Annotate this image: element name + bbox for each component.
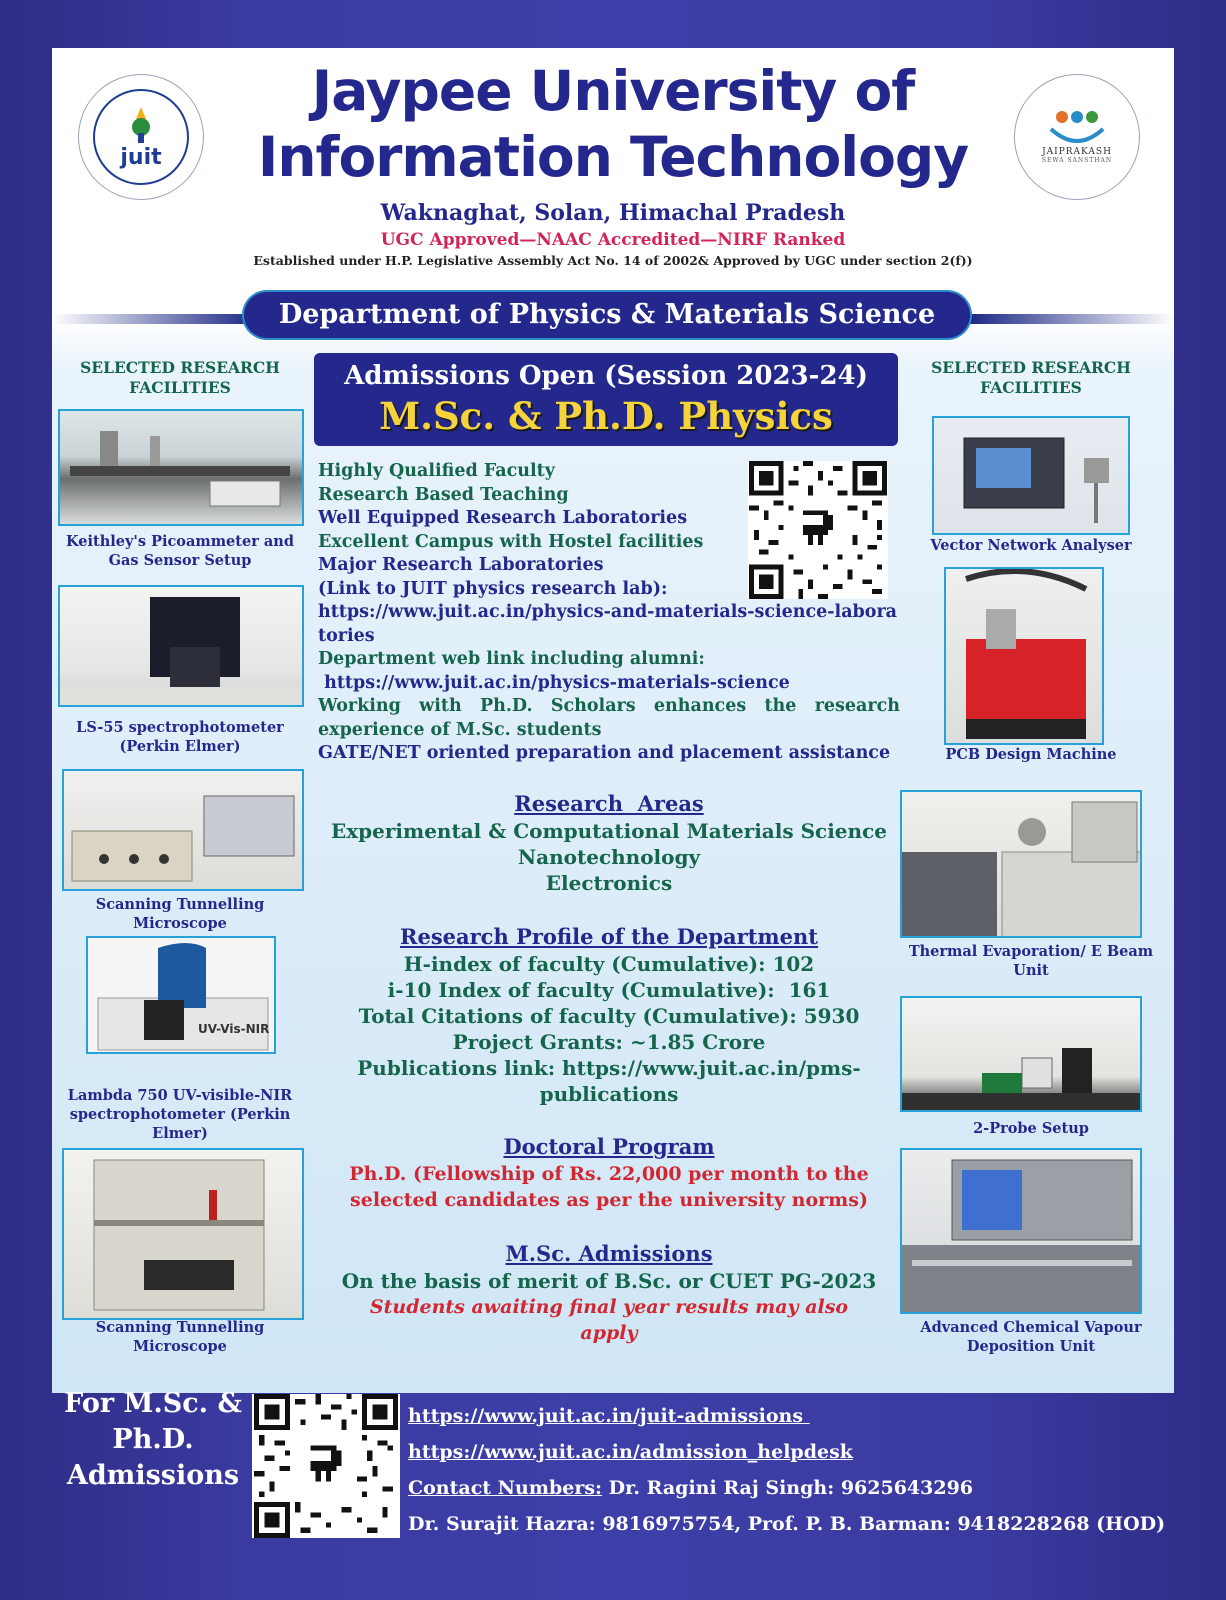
jaiprakash-logo-sub: SEWA SANSTHAN: [1041, 156, 1113, 164]
torch-emblem-icon: [118, 105, 164, 145]
msc-section: [314, 1240, 904, 1346]
contact-line-2: Dr. Surajit Hazra: 9816975754, Prof. P. B. Barman: 9418228268 (HOD): [408, 1513, 1166, 1535]
cvd-unit-photo: [900, 1148, 1142, 1314]
feature-item: Highly Qualified Faculty: [318, 461, 555, 481]
two-probe-setup-photo: [900, 996, 1142, 1112]
citations-value: Total Citations of faculty (Cumulative): 5930: [358, 1004, 860, 1028]
university-established: Established under H.P. Legislative Assembly Act No. 14 of 2002& Approved by UGC under section 2(f)): [253, 253, 973, 268]
facility-caption: 2-Probe Setup: [973, 1120, 1089, 1137]
admissions-program: M.Sc. & Ph.D. Physics: [379, 394, 833, 438]
contact-ragini: Dr. Ragini Raj Singh: 9625643296: [602, 1477, 974, 1499]
picoammeter-photo: [58, 409, 304, 526]
contact-line-1: [408, 1470, 1188, 1506]
facility-caption: Vector Network Analyser: [930, 537, 1132, 554]
doctoral-heading: Doctoral Program: [503, 1134, 715, 1159]
feature-item: Department web link including alumni:: [318, 649, 705, 669]
header: [52, 48, 1174, 298]
msc-heading: M.Sc. Admissions: [505, 1241, 713, 1266]
left-facilities-title: SELECTED RESEARCH FACILITIES: [80, 358, 280, 397]
footer-contact: [408, 1398, 1188, 1506]
right-facilities-title: SELECTED RESEARCH FACILITIES: [931, 358, 1131, 397]
university-approvals: UGC Approved—NAAC Accredited—NIRF Ranked: [380, 230, 846, 250]
i10-index-value: i-10 Index of faculty (Cumulative): 161: [387, 978, 831, 1002]
feature-item: Research Based Teaching: [318, 484, 569, 505]
juit-logo-text: juit: [120, 144, 162, 170]
jaiprakash-sewa-sansthan-logo: [1014, 74, 1140, 200]
university-title-line1: Jaypee University of: [311, 59, 915, 123]
facility-caption: Lambda 750 UV-visible-NIR spectrophotometer (Perkin Elmer): [67, 1087, 293, 1142]
research-area-item: Experimental & Computational Materials Science: [331, 819, 887, 843]
feature-item: (Link to JUIT physics research lab):: [318, 578, 668, 599]
uv-vis-nir-label: UV-Vis-NIR: [198, 1022, 270, 1036]
department-link[interactable]: https://www.juit.ac.in/physics-materials-science: [318, 672, 790, 693]
university-title-line2: Information Technology: [257, 125, 969, 189]
admissions-qr-code-icon[interactable]: [252, 1394, 400, 1538]
footer-admissions-label: For M.Sc. & Ph.D. Admissions: [64, 1388, 242, 1491]
doctoral-section: [314, 1133, 904, 1213]
ls55-spectrophotometer-photo: [58, 585, 304, 707]
facility-caption: PCB Design Machine: [945, 746, 1117, 763]
people-icon: [1056, 111, 1098, 123]
vector-network-analyser-photo: [932, 416, 1130, 535]
facility-caption: Keithley's Picoammeter and Gas Sensor Setup: [66, 533, 294, 569]
university-location: Waknaghat, Solan, Himachal Pradesh: [380, 200, 846, 226]
facility-caption: Advanced Chemical Vapour Deposition Unit: [920, 1319, 1142, 1355]
feature-item: GATE/NET oriented preparation and placement assistance: [318, 743, 891, 763]
research-area-item: Electronics: [545, 871, 673, 895]
doctoral-text: Ph.D. (Fellowship of Rs. 22,000 per month to the selected candidates as per the university norms): [349, 1163, 869, 1211]
h-index-value: H-index of faculty (Cumulative): 102: [403, 952, 815, 976]
poster-page: [52, 48, 1174, 1393]
admissions-session: Admissions Open (Session 2023-24): [344, 361, 868, 391]
msc-note: Students awaiting final year results may also apply: [369, 1296, 849, 1344]
tube-furnace-photo: [62, 1148, 304, 1320]
juit-logo: [78, 74, 204, 200]
feature-item: Well Equipped Research Laboratories: [318, 508, 688, 528]
department-band: [52, 292, 1174, 342]
department-title: Department of Physics & Materials Science: [244, 292, 970, 338]
admissions-banner: [314, 353, 898, 446]
research-area-item: Nanotechnology: [517, 845, 701, 869]
jaiprakash-logo-name: JAIPRAKASH: [1042, 146, 1112, 157]
facility-caption: Scanning Tunnelling Microscope: [95, 896, 265, 932]
research-areas-heading: Research Areas: [514, 791, 704, 816]
thermal-evaporation-photo: [900, 790, 1142, 938]
research-areas-section: [314, 790, 904, 896]
pcb-design-machine-photo: [944, 567, 1104, 745]
facility-caption: Scanning Tunnelling Microscope: [95, 1319, 265, 1355]
features-list: [318, 460, 900, 766]
feature-item: Excellent Campus with Hostel facilities: [318, 531, 704, 552]
research-profile-heading: Research Profile of the Department: [400, 924, 818, 949]
facility-caption: LS-55 spectrophotometer (Perkin Elmer): [76, 719, 284, 755]
contact-label: Contact Numbers:: [408, 1477, 603, 1499]
research-profile-section: [314, 923, 904, 1107]
grants-value: Project Grants: ~1.85 Crore: [452, 1030, 766, 1054]
helpdesk-link[interactable]: https://www.juit.ac.in/admission_helpdesk: [408, 1441, 853, 1463]
stm-photo: [62, 769, 304, 891]
feature-item: Working with Ph.D. Scholars enhances the research experience of M.Sc. students: [318, 696, 900, 740]
facility-caption: Thermal Evaporation/ E Beam Unit: [908, 943, 1154, 979]
admissions-link[interactable]: https://www.juit.ac.in/juit-admissions: [408, 1405, 810, 1427]
hands-arc-icon: [1047, 127, 1107, 147]
msc-text: On the basis of merit of B.Sc. or CUET PG-2023: [341, 1269, 877, 1293]
feature-item: Major Research Laboratories: [318, 555, 604, 575]
publications-link[interactable]: Publications link: https://www.juit.ac.in/pms-publications: [357, 1056, 861, 1106]
research-lab-link[interactable]: https://www.juit.ac.in/physics-and-materials-science-laboratories: [318, 602, 898, 646]
university-title: [252, 58, 974, 190]
uv-vis-nir-photo: [86, 936, 276, 1054]
